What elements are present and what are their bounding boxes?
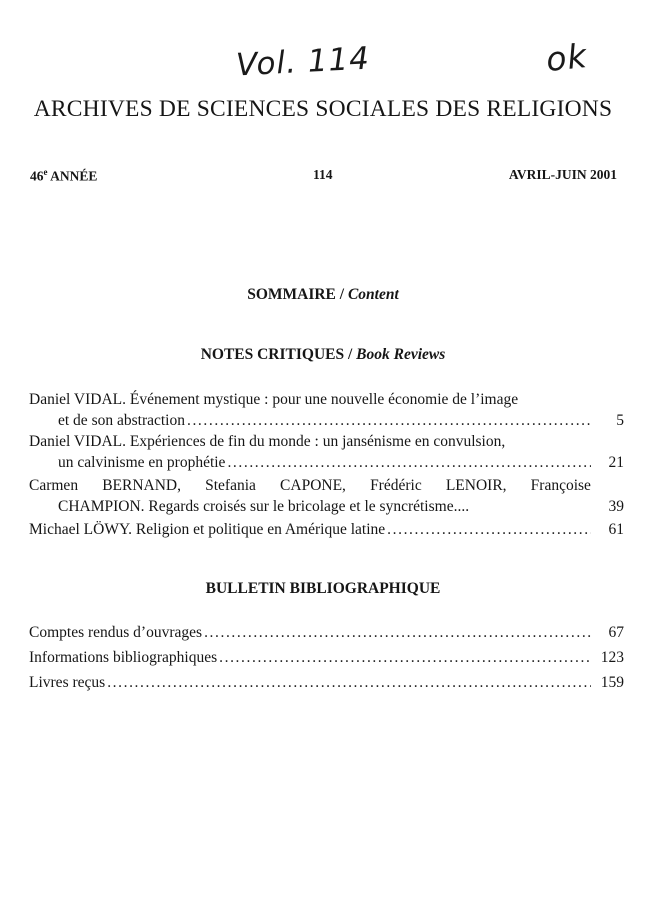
- toc-entry-title-line[interactable]: [29, 519, 591, 541]
- toc-word: Frédéric: [370, 477, 422, 494]
- year-word: ANNÉE: [50, 168, 98, 184]
- toc-entry-title-line[interactable]: [29, 622, 591, 644]
- toc-word: Françoise: [530, 477, 591, 494]
- notes-critiques-heading: [0, 346, 646, 364]
- journal-title: ARCHIVES DE SCIENCES SOCIALES DES RELIGIONS: [33, 96, 613, 122]
- toc-entry-text: un calvinisme en prophétie: [58, 454, 226, 471]
- toc-entry-text: Informations bibliographiques: [29, 649, 218, 666]
- sommaire-label-en: Content: [347, 286, 399, 303]
- dot-leader: [227, 452, 591, 474]
- toc-entry-text: Livres reçus: [29, 674, 106, 691]
- dot-leader: [187, 410, 591, 432]
- toc-page-number: 67: [608, 624, 624, 641]
- toc-entry-text: Michael LÖWY. Religion et politique en Amérique latine: [29, 521, 386, 538]
- toc-entry-text: et de son abstraction: [58, 412, 185, 429]
- toc-entry-title-line[interactable]: Daniel VIDAL. Événement mystique : pour une nouvelle économie de l’image: [29, 391, 519, 408]
- notes-label: NOTES CRITIQUES /: [200, 346, 353, 363]
- toc-entry-title-line[interactable]: [29, 475, 591, 497]
- toc-entry-continuation[interactable]: CHAMPION. Regards croisés sur le bricolage et le syncrétisme....: [58, 498, 470, 515]
- toc-entry-title-line[interactable]: [29, 647, 591, 669]
- toc-page-number: 61: [608, 521, 624, 538]
- toc-word: LENOIR,: [445, 477, 507, 494]
- notes-label-en: Book Reviews: [356, 346, 446, 363]
- toc-entry-title-line[interactable]: Daniel VIDAL. Expériences de fin du monde : un jansénisme en convulsion,: [29, 433, 506, 450]
- toc-page-number: 21: [608, 454, 624, 471]
- year-number: 46: [30, 168, 44, 184]
- toc-page-number: 39: [608, 498, 624, 515]
- bulletin-heading: BULLETIN BIBLIOGRAPHIQUE: [205, 580, 441, 597]
- dot-leader: [219, 647, 591, 669]
- toc-entry-continuation[interactable]: [58, 410, 591, 432]
- handwritten-volume-note: Vol. 114: [235, 40, 371, 84]
- toc-word: Carmen: [29, 477, 79, 494]
- toc-page-number: 5: [616, 412, 624, 429]
- sommaire-heading: [0, 286, 646, 304]
- sommaire-label: SOMMAIRE /: [247, 286, 345, 303]
- dot-leader: [107, 672, 591, 694]
- toc-word: Stefania: [205, 477, 256, 494]
- toc-page-number: 159: [600, 674, 624, 691]
- toc-page-number: 123: [600, 649, 624, 666]
- toc-word: BERNAND,: [102, 477, 181, 494]
- dot-leader: [387, 519, 591, 541]
- handwritten-ok-note: ok: [544, 35, 590, 80]
- toc-entry-continuation[interactable]: [58, 452, 591, 474]
- dot-leader: [204, 622, 591, 644]
- toc-entry-title-line[interactable]: [29, 672, 591, 694]
- publication-year: [30, 167, 97, 185]
- issue-number: 114: [313, 167, 333, 182]
- issue-date: AVRIL-JUIN 2001: [508, 167, 617, 182]
- toc-word: CAPONE,: [280, 477, 346, 494]
- toc-entry-text: Comptes rendus d’ouvrages: [29, 624, 203, 641]
- year-suffix: e: [43, 167, 48, 177]
